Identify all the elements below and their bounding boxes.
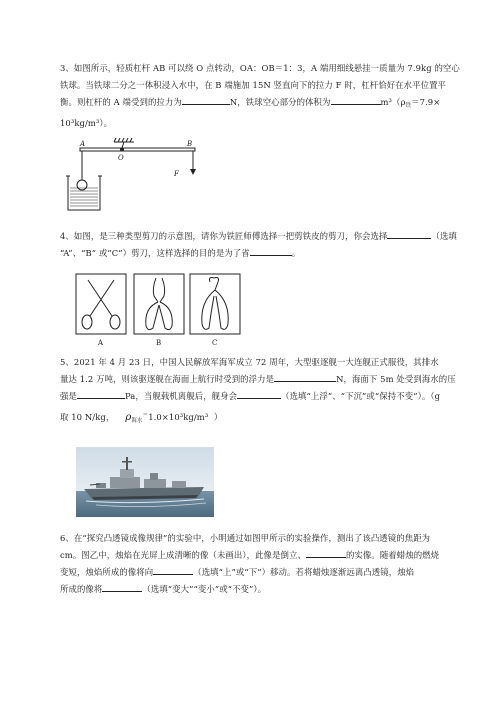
q6-text-f: （选填“变大”“变小”或“不变”）。 [142, 584, 267, 594]
q5-text-d: Pa，当舰载机离舰后，舰身会 [124, 391, 238, 401]
q5-density: 1.0×10³kg/m³ [148, 412, 209, 422]
q3-blank-volume[interactable] [331, 94, 381, 105]
q3-text-e: ＝7.9× [411, 97, 441, 107]
label-F: F [174, 170, 179, 178]
lever-figure [60, 138, 220, 220]
q5-rho: ρ [125, 412, 132, 423]
q4-text-a: 4、如图，是三种类型剪刀的示意图，请你为铁匠师傅选择一把剪铁皮的剪刀，你会选择 [60, 231, 388, 241]
q5-blank-pressure[interactable] [77, 388, 125, 399]
q6-text-e: 所成的像将 [60, 584, 103, 594]
q3-text-b: N，铁球空心部分的体积为 [229, 97, 331, 107]
q5-text-a: 量达 1.2 万吨，则该驱逐舰在海面上航行时受到的浮力是 [60, 374, 275, 384]
q4-line-1 [60, 228, 470, 245]
q3-line-3 [60, 94, 470, 115]
q6-line-2 [60, 547, 470, 564]
q5-text-g: ） [213, 412, 223, 422]
q6-line-3 [60, 564, 470, 581]
q5-line-1: 5、2021 年 4 月 23 日，中国人民解放军海军成立 72 周年，大型驱逐舰一大连舰正式服役，其排水 [60, 357, 439, 367]
q4-text-c: “A”、“B” 或“C”）剪刀，这样选择的目的是为了省 [60, 248, 250, 258]
scissors-c-icon [202, 278, 228, 330]
q5-text-e: （选填“上浮”、“下沉”或“保持不变”）。（g [281, 391, 441, 401]
q5-line-4 [60, 407, 470, 430]
q4-blank-purpose[interactable] [250, 245, 292, 256]
label-scissors-C: C [212, 339, 218, 347]
q6-text-d: （选填“上”或“下”）移动。若将蜡烛逐渐远离凸透镜，烛焰 [193, 567, 415, 577]
q4-text-d: 。 [291, 248, 301, 258]
q5-text-c: 强是 [60, 391, 77, 401]
q5-line-2 [60, 371, 470, 388]
q6-text-b: 的实像。随着蜡烛的燃烧 [345, 550, 440, 560]
label-A: A [80, 140, 86, 148]
q3-text-a: 衡。则杠杆的 A 端受到的拉力为 [60, 97, 182, 107]
q6-text-c: 变短，烛焰所成的像将向 [60, 567, 154, 577]
q5-blank-motion[interactable] [237, 388, 281, 399]
question-6 [60, 530, 470, 598]
q4-blank-choice[interactable] [387, 228, 431, 239]
q6-blank-change[interactable] [102, 581, 142, 592]
label-B: B [187, 140, 193, 148]
force-arrow-icon [190, 169, 196, 175]
q5-equals: ＝ [142, 412, 149, 418]
q6-text-a: cm。图乙中，烛焰在光屏上成清晰的像（未画出），此像是倒立、 [60, 550, 306, 560]
label-scissors-A: A [98, 339, 104, 347]
question-5 [60, 354, 470, 430]
q3-line-2: 铁球。当铁球二分之一体积浸入水中，在 B 端施加 15N 竖直向下的拉力 F 时，杠杆恰好在水平位置平 [60, 80, 447, 90]
scissors-figure [74, 272, 242, 348]
q4-text-b: （选填 [431, 231, 457, 241]
label-scissors-B: B [156, 339, 162, 347]
scissors-a-icon [82, 280, 120, 329]
q4-line-2 [60, 245, 470, 262]
q5-rho-sub: 海水 [131, 418, 143, 424]
q3-blank-force[interactable] [182, 94, 230, 105]
q5-blank-buoyancy[interactable] [274, 371, 336, 382]
q6-blank-image-size[interactable] [306, 547, 346, 558]
q3-line-4: 10³kg/m³）。 [60, 118, 113, 128]
q3-text-c: m³（ρ [380, 97, 406, 107]
scissors-b-icon [146, 278, 173, 330]
q6-blank-direction[interactable] [153, 564, 193, 575]
q6-line-4 [60, 581, 470, 598]
warship-photo [76, 447, 214, 517]
q5-text-b: N，海面下 5m 处受到海水的压 [336, 374, 456, 384]
q3-rho-sub: 铁 [405, 103, 412, 109]
label-O: O [118, 154, 124, 162]
q5-line-3 [60, 388, 470, 405]
q6-line-1: 6、在“探究凸透镜成像规律”的实验中，小明通过如图甲所示的实验操作，测出了该凸透镜的焦距为 [60, 533, 431, 543]
q5-text-f: 取 10 N/kg， [60, 412, 115, 422]
question-3 [60, 60, 470, 132]
q3-line-1: 3、如图所示，轻质杠杆 AB 可以绕 O 点转动，OA：OB＝1：3，A 端用细线悬挂一质量为 7.9kg 的空心 [60, 63, 460, 73]
question-4 [60, 228, 470, 262]
